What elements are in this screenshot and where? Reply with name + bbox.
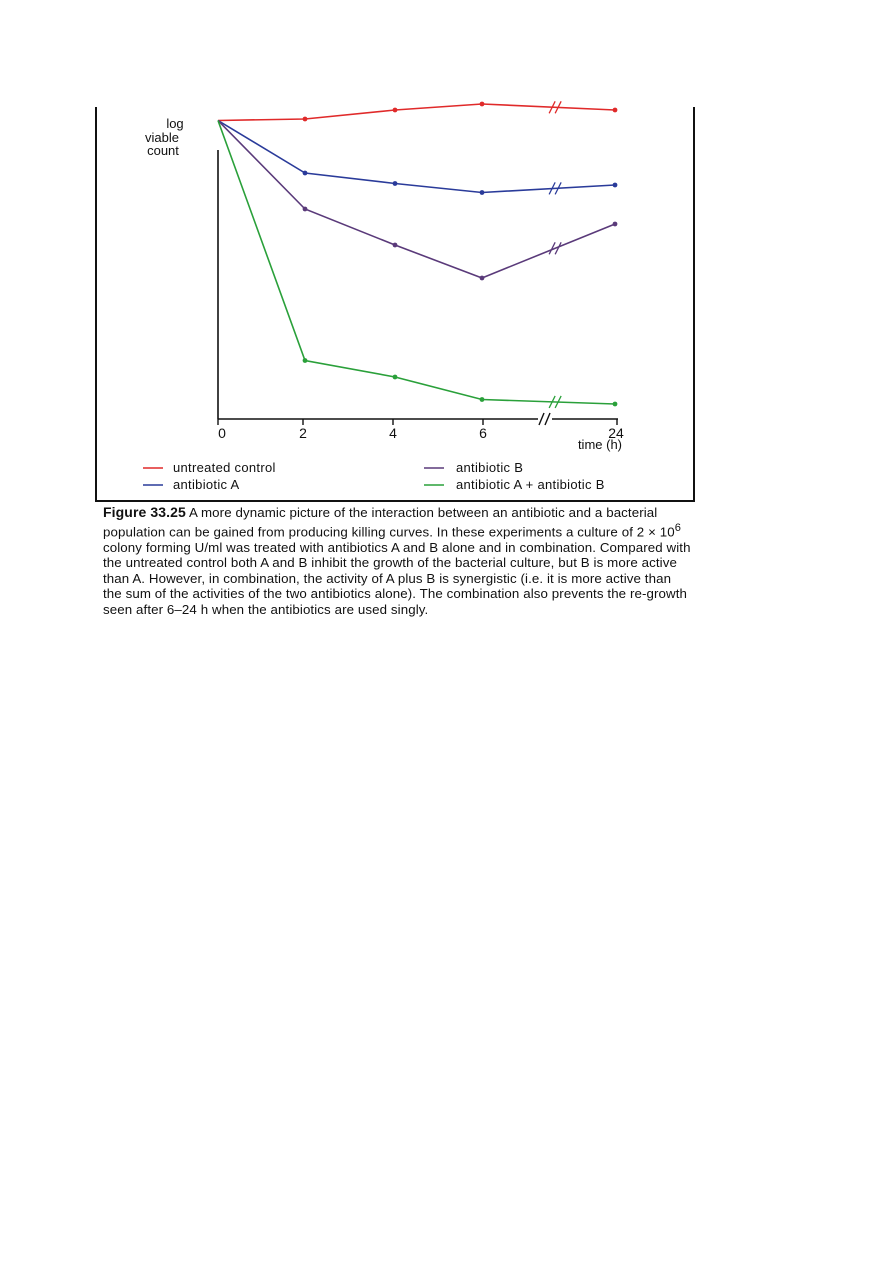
data-point-antibiotic-a-antibiotic-b — [393, 375, 398, 380]
x-tick-label: 2 — [299, 425, 307, 441]
data-point-antibiotic-b — [393, 243, 398, 248]
legend-label-antibiotic-a: antibiotic A — [173, 477, 240, 492]
data-point-antibiotic-b — [613, 222, 618, 227]
x-tick-label: 24 — [608, 425, 624, 441]
x-axis-break-mark — [538, 413, 552, 425]
killing-curve-chart — [0, 0, 893, 520]
data-point-untreated-control — [480, 102, 485, 107]
data-point-antibiotic-a — [613, 183, 618, 188]
series-layer — [218, 101, 617, 408]
data-point-antibiotic-b — [303, 207, 308, 212]
legend-label-untreated: untreated control — [173, 460, 276, 475]
y-axis-label-line-2: viable — [145, 130, 179, 145]
x-axis-label: time (h) — [577, 437, 622, 452]
data-point-antibiotic-a-antibiotic-b — [613, 402, 618, 407]
data-point-antibiotic-a-antibiotic-b — [480, 397, 485, 402]
caption-text-after: colony forming U/ml was treated with antibiotics A and B alone and in combination. Compared with the untreated control both A and B inhibit the growth of the bacterial culture, but B is more active than A. However, in combination, the activity of A plus B is synergistic (i.e. it is more active than the sum of the activities of the two antibiotics alone). The combination also prevents the re-growth seen after 6–24 h when the antibiotics are used singly. — [103, 539, 691, 617]
caption-figure-label: Figure 33.25 — [103, 504, 186, 520]
x-tick-label: 4 — [389, 425, 397, 441]
legend — [143, 460, 605, 492]
x-tick-label: 6 — [479, 425, 487, 441]
data-point-antibiotic-b — [480, 276, 485, 281]
data-point-untreated-control — [393, 108, 398, 113]
data-point-antibiotic-a-antibiotic-b — [303, 358, 308, 363]
x-axis-ticks — [218, 419, 624, 441]
legend-label-antibiotic-ab: antibiotic A + antibiotic B — [456, 477, 605, 492]
y-axis-label-line-3: count — [147, 143, 179, 158]
data-point-untreated-control — [613, 108, 618, 113]
figure-caption — [103, 505, 693, 618]
data-point-untreated-control — [303, 117, 308, 122]
data-point-antibiotic-a — [303, 171, 308, 176]
series-line-antibiotic-a-antibiotic-b — [218, 121, 615, 405]
legend-label-antibiotic-b: antibiotic B — [456, 460, 524, 475]
caption-superscript: 6 — [674, 521, 681, 534]
caption-text: A more dynamic picture of the interaction between an antibiotic and a bacterial population can be gained from producing killing curves. In these experiments a culture of 2 × 10 — [103, 505, 675, 540]
data-point-antibiotic-a — [480, 190, 485, 195]
x-tick-label: 0 — [218, 425, 226, 441]
data-point-antibiotic-a — [393, 181, 398, 186]
y-axis-label-line-1: log — [166, 116, 184, 131]
